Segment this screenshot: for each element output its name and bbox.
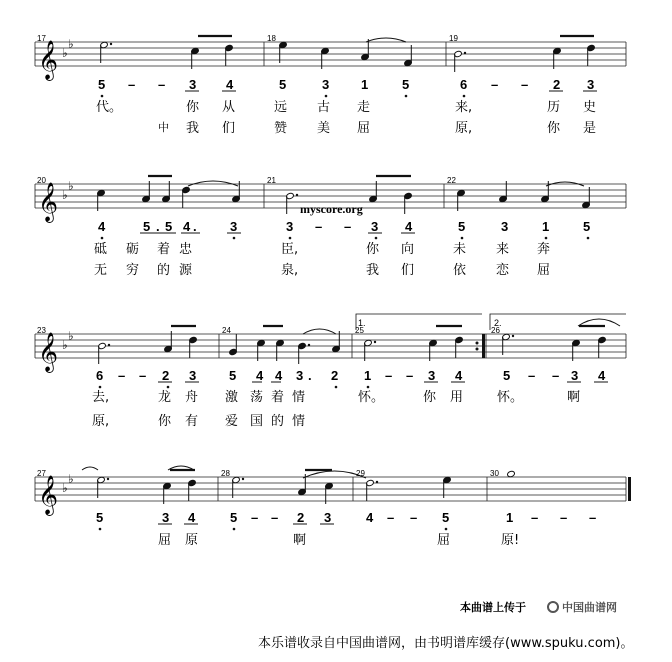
- jianpu-note: 4: [188, 510, 196, 525]
- lyric: 奔: [537, 242, 551, 257]
- note-dot: [464, 52, 466, 54]
- final-barline: [628, 477, 631, 501]
- jianpu-dash: –: [344, 219, 352, 234]
- volta-bracket-second: [490, 314, 626, 330]
- lyric: 泉,: [281, 263, 299, 278]
- note-dot: [242, 478, 244, 480]
- measure-number: 23: [37, 326, 46, 335]
- flat-sign-icon: ♭: [62, 338, 68, 352]
- octave-dot: [545, 237, 548, 240]
- lyric: 穷: [126, 263, 140, 278]
- logo-swirl-icon: [548, 602, 558, 612]
- jianpu-note: 2: [331, 368, 339, 383]
- slur: [303, 329, 336, 334]
- measure-number: 27: [37, 469, 46, 478]
- lyric: 激: [225, 390, 239, 405]
- octave-dot: [445, 528, 448, 531]
- lyric: 你: [186, 100, 200, 115]
- octave-dot: [335, 386, 338, 389]
- note-dot: [308, 344, 310, 346]
- jianpu-note: 5: [402, 77, 410, 92]
- jianpu-note: 3: [189, 77, 197, 92]
- jianpu-dash: –: [491, 77, 499, 92]
- lyric: 怀。: [358, 390, 385, 405]
- jianpu-dash: –: [387, 510, 395, 525]
- lyrics-verse-2: [158, 120, 596, 136]
- jianpu-row: [98, 77, 594, 92]
- jianpu-note: 4: [256, 368, 264, 383]
- volta-bracket-first: [356, 314, 482, 330]
- lyric: 历: [547, 100, 561, 115]
- note-dot: [108, 344, 110, 346]
- jianpu-note: 4: [455, 368, 463, 383]
- note-dot: [296, 194, 298, 196]
- lyric: 中: [158, 121, 169, 134]
- octave-dot: [463, 95, 466, 98]
- jianpu-dot: .: [156, 219, 160, 234]
- lyrics-verse-2: [92, 413, 305, 429]
- measure-number: 17: [37, 34, 46, 43]
- octave-dot: [233, 528, 236, 531]
- jianpu-dash: –: [531, 510, 539, 525]
- lyric: 荡: [250, 390, 264, 405]
- octave-dot: [405, 95, 408, 98]
- lyric: 的: [271, 414, 285, 429]
- lyric: 来,: [455, 100, 473, 115]
- octave-dot: [99, 386, 102, 389]
- flat-sign-icon: ♭: [68, 37, 74, 51]
- flat-sign-icon: ♭: [68, 179, 74, 193]
- octave-dot: [233, 237, 236, 240]
- octave-dot: [461, 237, 464, 240]
- lyric: 源: [179, 263, 193, 278]
- jianpu-dash: –: [521, 77, 529, 92]
- lyric: 美: [317, 121, 331, 136]
- note-head: [507, 470, 516, 477]
- lyric: 啊: [293, 533, 307, 548]
- lyrics-verse-1: [96, 99, 596, 115]
- lyric: 爱: [225, 414, 239, 429]
- octave-dot: [289, 237, 292, 240]
- lyric: 原: [185, 533, 199, 548]
- lyric: 从: [222, 100, 236, 115]
- measure-number: 24: [222, 326, 231, 335]
- jianpu-note: 5: [165, 219, 173, 234]
- treble-clef-icon: 𝄞: [38, 182, 59, 222]
- lyric: 屈: [357, 121, 371, 136]
- measure-number: 29: [356, 469, 365, 478]
- jianpu-dash: –: [128, 77, 136, 92]
- measure-number: 21: [267, 176, 276, 185]
- octave-dot: [587, 237, 590, 240]
- jianpu-note: 2: [162, 368, 170, 383]
- lyric: 恋: [496, 263, 510, 278]
- treble-clef-icon: 𝄞: [38, 40, 59, 80]
- lyric: 着: [271, 390, 285, 405]
- lyric: 砥: [94, 242, 108, 257]
- flat-sign-icon: ♭: [68, 329, 74, 343]
- lyric: 情: [292, 414, 306, 429]
- lyric: 们: [401, 263, 415, 278]
- lyric: 屈: [437, 533, 451, 548]
- lyric: 你: [547, 121, 561, 136]
- slur: [82, 467, 98, 470]
- jianpu-note: 3: [371, 219, 379, 234]
- lyric: 怀。: [497, 390, 524, 405]
- lyric: 向: [401, 242, 415, 257]
- treble-clef-icon: 𝄞: [38, 332, 59, 372]
- measure-number: 20: [37, 176, 46, 185]
- lyric: 啊: [567, 390, 581, 405]
- jianpu-note: 5: [230, 510, 238, 525]
- lyric: 是: [583, 121, 597, 136]
- lyrics-verse-1: [92, 389, 580, 405]
- jianpu-note: 3: [230, 219, 238, 234]
- jianpu-row: [96, 368, 606, 383]
- lyrics-verse-1: [94, 241, 550, 257]
- flat-sign-icon: ♭: [62, 481, 68, 495]
- jianpu-dash: –: [251, 510, 259, 525]
- jianpu-note: 5: [583, 219, 591, 234]
- octave-dot: [325, 95, 328, 98]
- lyric: 古: [317, 100, 331, 115]
- lyric: 着: [157, 242, 171, 257]
- jianpu-note: 5: [458, 219, 466, 234]
- watermark-text: myscore.org: [300, 202, 363, 216]
- lyric: 忠: [179, 242, 193, 257]
- lyric: 你: [158, 414, 172, 429]
- note-dot: [110, 43, 112, 45]
- measure-number: 26: [491, 326, 500, 335]
- lyric: 依: [453, 263, 467, 278]
- jianpu-dot: .: [308, 368, 312, 383]
- jianpu-note: 3: [501, 219, 509, 234]
- jianpu-note: 3: [162, 510, 170, 525]
- lyric: 原,: [455, 121, 473, 136]
- notes-layer: [38, 36, 626, 530]
- lyric: 去,: [92, 390, 110, 405]
- lyric: 未: [453, 242, 467, 257]
- lyric: 有: [185, 414, 199, 429]
- volta-first-label: 1.: [358, 318, 366, 328]
- lyric: 远: [274, 100, 288, 115]
- jianpu-note: 5: [279, 77, 287, 92]
- jianpu-dash: –: [315, 219, 323, 234]
- measure-number: 18: [267, 34, 276, 43]
- lyric: 的: [157, 263, 171, 278]
- jianpu-note: 4: [98, 219, 106, 234]
- octave-dot: [101, 237, 104, 240]
- lyric: 龙: [158, 390, 172, 405]
- jianpu-note: 1: [542, 219, 550, 234]
- lyric: 走: [357, 100, 371, 115]
- jianpu-note: 4: [183, 219, 191, 234]
- jianpu-note: 3: [428, 368, 436, 383]
- lyric: 臣,: [281, 242, 299, 257]
- jianpu-row: [98, 219, 590, 234]
- lyric: 你: [366, 242, 380, 257]
- octave-dot: [367, 386, 370, 389]
- note-dot: [107, 478, 109, 480]
- jianpu-note: 3: [322, 77, 330, 92]
- octave-dot: [375, 237, 378, 240]
- jianpu-note: 6: [96, 368, 104, 383]
- lyric: 们: [222, 121, 236, 136]
- jianpu-note: 6: [460, 77, 468, 92]
- lyric: 我: [366, 263, 380, 278]
- jianpu-note: 4: [226, 77, 234, 92]
- jianpu-note: 5: [229, 368, 237, 383]
- lyric: 砺: [126, 242, 140, 257]
- jianpu-note: 5: [143, 219, 151, 234]
- jianpu-note: 3: [189, 368, 197, 383]
- logo-text: 中国曲谱网: [562, 601, 617, 614]
- jianpu-note: 5: [442, 510, 450, 525]
- jianpu-note: 1: [361, 77, 369, 92]
- jianpu-dash: –: [385, 368, 393, 383]
- jianpu-dash: –: [158, 77, 166, 92]
- jianpu-dash: –: [528, 368, 536, 383]
- measure-number: 30: [490, 469, 499, 478]
- jianpu-dash: –: [560, 510, 568, 525]
- note-dot: [374, 341, 376, 343]
- volta-second-label: 2.: [494, 318, 502, 328]
- jianpu-note: 3: [571, 368, 579, 383]
- flat-sign-icon: ♭: [68, 472, 74, 486]
- repeat-dot: [476, 348, 479, 351]
- repeat-dot: [476, 342, 479, 345]
- slur: [188, 181, 238, 186]
- lyric: 来: [496, 242, 510, 257]
- jianpu-dash: –: [406, 368, 414, 383]
- jianpu-note: 5: [96, 510, 104, 525]
- jianpu-dash: –: [410, 510, 418, 525]
- treble-clef-icon: 𝄞: [38, 475, 59, 515]
- jianpu-note: 4: [405, 219, 413, 234]
- lyrics-verse-2: [94, 262, 550, 278]
- lyric: 代。: [96, 100, 123, 115]
- jianpu-dash: –: [589, 510, 597, 525]
- upload-note: 本曲谱上传于: [460, 601, 526, 614]
- lyric: 史: [583, 100, 597, 115]
- octave-dot: [167, 386, 170, 389]
- flat-sign-icon: ♭: [62, 188, 68, 202]
- lyric: 情: [292, 390, 306, 405]
- measure-number: 28: [221, 469, 230, 478]
- jianpu-note: 4: [275, 368, 283, 383]
- slur: [366, 38, 406, 42]
- jianpu-note: 1: [506, 510, 514, 525]
- measure-number: 25: [355, 326, 364, 335]
- jianpu-dash: –: [271, 510, 279, 525]
- lyric: 无: [94, 263, 108, 278]
- lyric: 用: [450, 390, 464, 405]
- octave-dot: [99, 528, 102, 531]
- site-logo: [548, 600, 617, 614]
- lyric: 原!: [501, 533, 520, 548]
- lyric: 你: [423, 390, 437, 405]
- jianpu-note: 2: [553, 77, 561, 92]
- repeat-barline: [482, 334, 485, 358]
- measure-number: 19: [449, 34, 458, 43]
- jianpu-row: [96, 510, 596, 525]
- jianpu-dash: –: [552, 368, 560, 383]
- jianpu-note: 1: [364, 368, 372, 383]
- lyric: 舟: [185, 390, 199, 405]
- octave-dot: [101, 95, 104, 98]
- jianpu-note: 4: [366, 510, 374, 525]
- jianpu-dot: .: [193, 219, 197, 234]
- jianpu-dash: –: [118, 368, 126, 383]
- lyrics-verse-1: [158, 533, 519, 548]
- footer-credit: 本乐谱收录自中国曲谱网，由书明谱库缓存(www.spuku.com)。: [258, 636, 634, 651]
- jianpu-dash: –: [139, 368, 147, 383]
- lyric: 原,: [92, 414, 110, 429]
- lyric: 我: [186, 121, 200, 136]
- lyric: 国: [250, 414, 264, 429]
- jianpu-note: 3: [296, 368, 304, 383]
- lyric: 赞: [274, 121, 288, 136]
- jianpu-note: 3: [286, 219, 294, 234]
- jianpu-note: 3: [324, 510, 332, 525]
- note-dot: [512, 335, 514, 337]
- jianpu-note: 5: [503, 368, 511, 383]
- jianpu-note: 4: [598, 368, 606, 383]
- jianpu-note: 5: [98, 77, 106, 92]
- flat-sign-icon: ♭: [62, 46, 68, 60]
- jianpu-note: 2: [297, 510, 305, 525]
- note-dot: [376, 481, 378, 483]
- lyric: 屈: [158, 533, 172, 548]
- lyric: 屈: [537, 263, 551, 278]
- jianpu-note: 3: [587, 77, 595, 92]
- measure-number: 22: [447, 176, 456, 185]
